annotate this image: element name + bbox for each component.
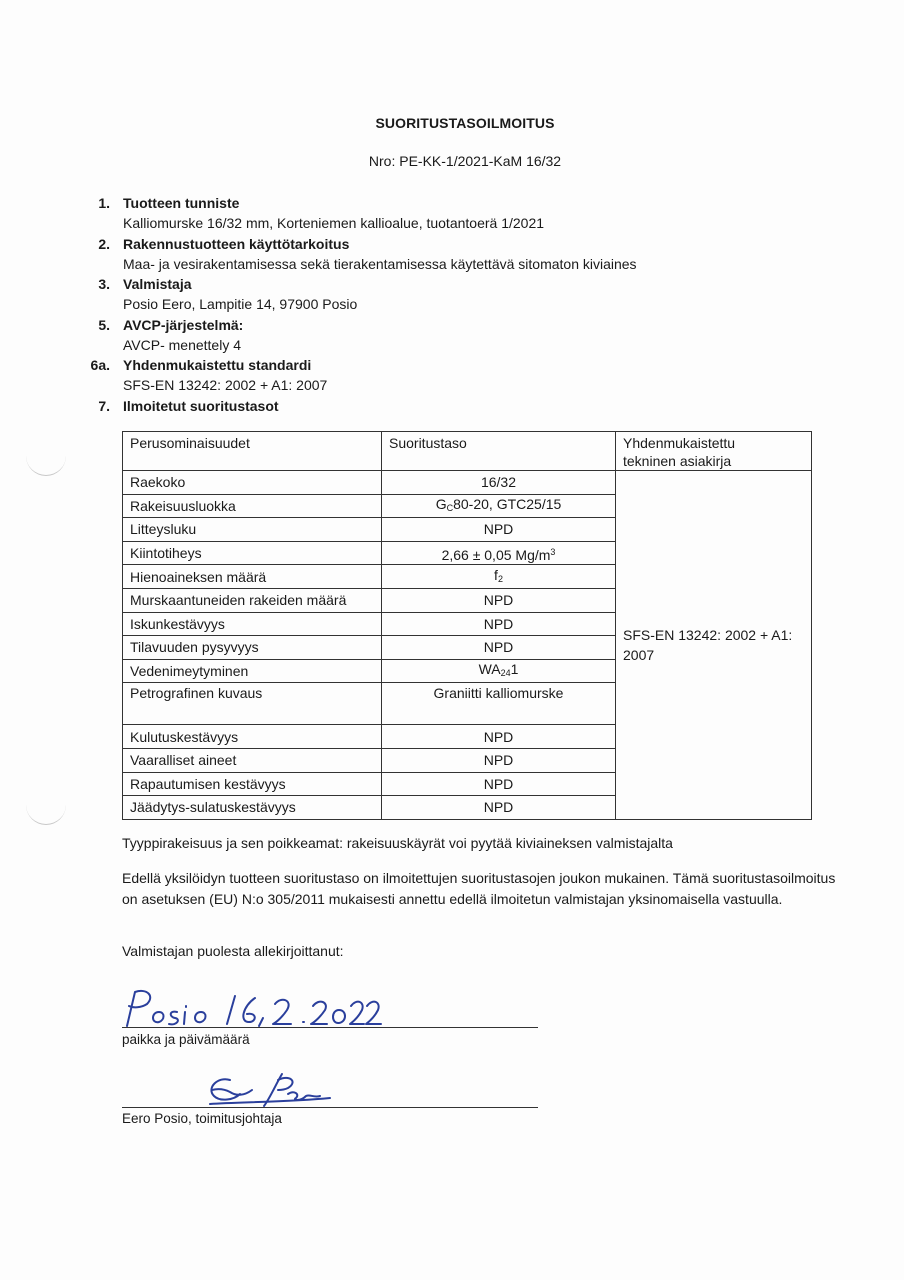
section-product-identifier	[82, 193, 842, 234]
section-avcp-system	[82, 315, 842, 356]
value-cell: NPD	[382, 748, 616, 772]
punch-hole-mark	[26, 455, 66, 476]
section-body: SFS-EN 13242: 2002 + A1: 2007	[123, 377, 328, 393]
section-title: AVCP-järjestelmä:	[123, 316, 244, 333]
property-cell: Hienoaineksen määrä	[123, 565, 382, 589]
sections-list	[82, 193, 842, 416]
signature-image	[200, 1068, 340, 1110]
section-number: 3.	[98, 276, 110, 292]
section-number: 6a.	[90, 357, 110, 373]
handwritten-place-date	[115, 986, 385, 1030]
standard-cell: SFS-EN 13242: 2002 + A1: 2007	[616, 471, 812, 820]
property-cell: Kulutuskestävyys	[123, 725, 382, 749]
value-cell: NPD	[382, 636, 616, 660]
value-cell: $WA_{24}1$	[382, 659, 616, 683]
property-cell: Iskunkestävyys	[123, 612, 382, 636]
section-title: Rakennustuotteen käyttötarkoitus	[123, 235, 350, 252]
document-number: Nro: PE-KK-1/2021-KaM 16/32	[368, 153, 562, 169]
value-cell: NPD	[382, 725, 616, 749]
value-cell: NPD	[382, 588, 616, 612]
section-number: 7.	[98, 397, 110, 414]
section-number: 5.	[98, 316, 110, 333]
grading-note: Tyyppirakeisuus ja sen poikkeamat: rakeisuuskäyrät voi pyytää kiviaineksen valmistajalta	[122, 835, 673, 851]
property-cell: Raekoko	[123, 471, 382, 495]
table-row	[123, 471, 812, 495]
section-harmonised-standard	[82, 355, 842, 396]
section-title: Ilmoitetut suoritustasot	[123, 397, 279, 414]
section-body: Maa- ja vesirakentamisessa sekä tierakentamisessa käytettävä sitomaton kiviaines	[123, 255, 637, 272]
property-cell: Rapautumisen kestävyys	[123, 772, 382, 796]
section-title: Tuotteen tunniste	[123, 195, 240, 211]
property-cell: Kiintotiheys	[123, 541, 382, 565]
property-cell: Litteysluku	[123, 518, 382, 542]
value-cell: NPD	[382, 772, 616, 796]
punch-hole-mark	[26, 804, 66, 825]
section-number: 1.	[98, 195, 110, 211]
signature-line	[122, 1107, 538, 1108]
section-number: 2.	[98, 235, 110, 252]
column-header-performance: Suoritustaso	[382, 432, 616, 471]
property-cell: Vaaralliset aineet	[123, 748, 382, 772]
value-cell: NPD	[382, 518, 616, 542]
column-header-property: Perusominaisuudet	[123, 432, 382, 471]
place-date-caption: paikka ja päivämäärä	[122, 1032, 250, 1047]
section-manufacturer	[82, 274, 842, 315]
value-cell: $G_C80-20$, GTC25/15	[382, 494, 616, 518]
section-body: Kalliomurske 16/32 mm, Korteniemen kallioalue, tuotantoerä 1/2021	[123, 215, 545, 231]
value-cell: 2,66 ± 0,05 $Mg/m^3$	[382, 541, 616, 565]
performance-table	[122, 431, 812, 820]
place-date-line	[122, 1027, 538, 1028]
table-header-row	[123, 432, 812, 471]
declaration-paragraph: Edellä yksilöidyn tuotteen suoritustaso on ilmoitettujen suoritustasojen joukon mukainen. Tämä suoritustasoilmoitus on asetuksen (EU) N:o 305/2011 mukaisesti annettu edellä ilmoitetun valmistajan yksinomaisella vastuulla.	[122, 870, 836, 907]
property-cell: Jäädytys-sulatuskestävyys	[123, 796, 382, 820]
signature-caption: Eero Posio, toimitusjohtaja	[122, 1111, 282, 1126]
value-cell: 16/32	[382, 471, 616, 495]
section-title: Valmistaja	[123, 276, 192, 292]
document-title: SUORITUSTASOILMOITUS	[375, 115, 555, 131]
column-header-standard: Yhdenmukaistettu tekninen asiakirja	[616, 432, 812, 471]
section-declared-performance	[82, 396, 842, 416]
value-cell: NPD	[382, 612, 616, 636]
section-body: Posio Eero, Lampitie 14, 97900 Posio	[123, 296, 358, 312]
section-intended-use	[82, 234, 842, 275]
section-title: Yhdenmukaistettu standardi	[123, 357, 312, 373]
value-cell: NPD	[382, 796, 616, 820]
property-cell: Petrografinen kuvaus	[123, 683, 382, 725]
property-cell: Tilavuuden pysyvyys	[123, 636, 382, 660]
value-cell: Graniitti kalliomurske	[382, 683, 616, 725]
property-cell: Rakeisuusluokka	[123, 494, 382, 518]
value-cell: $f_2$	[382, 565, 616, 589]
signed-by-label: Valmistajan puolesta allekirjoittanut:	[122, 943, 344, 959]
property-cell: Murskaantuneiden rakeiden määrä	[123, 588, 382, 612]
section-body: AVCP- menettely 4	[123, 336, 242, 353]
property-cell: Vedenimeytyminen	[123, 659, 382, 683]
